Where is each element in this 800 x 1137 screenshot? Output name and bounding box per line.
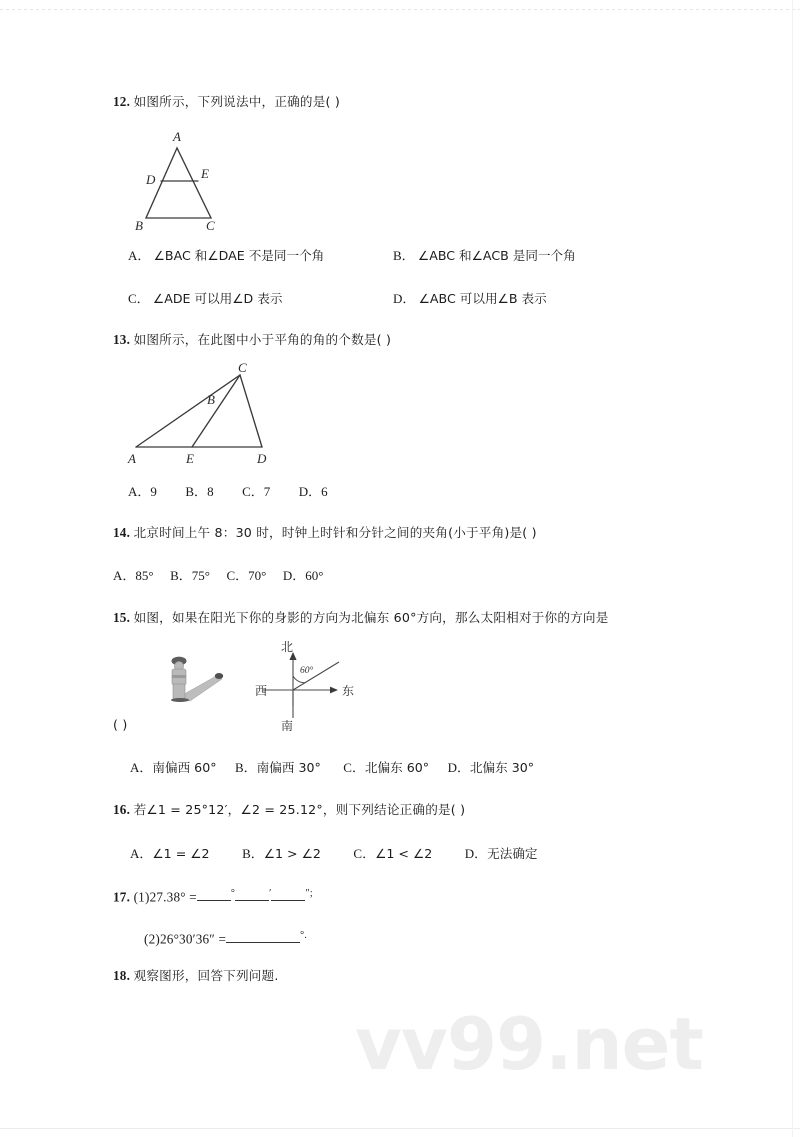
question-17-part-1 (113, 886, 313, 907)
option-c-text: 北偏东 60° (364, 760, 430, 775)
unit-degree-2: °. (300, 930, 308, 941)
segment-ec (192, 375, 240, 447)
question-18-number: 18. (113, 968, 131, 983)
question-15-text: 如图，如果在阳光下你的身影的方向为北偏东 60°方向，那么太阳相对于你的方向是 (133, 610, 609, 625)
question-18-stem (113, 966, 279, 986)
option-c-text: 70° (248, 568, 267, 583)
option-a-text: 9 (150, 484, 157, 499)
vertex-label-a: A (173, 129, 181, 144)
compass-label-north: 北 (280, 640, 294, 654)
vertex-label-e: E (186, 451, 194, 466)
compass-figure (255, 640, 370, 732)
site-watermark: vv99.net (355, 1002, 703, 1086)
question-18-text: 观察图形，回答下列问题. (133, 968, 279, 983)
option-d-text: 无法确定 (487, 846, 538, 861)
option-b-text: 75° (191, 568, 210, 583)
vertex-label-b: B (135, 218, 143, 233)
question-14-number: 14. (113, 525, 131, 540)
shadow-tip (215, 673, 223, 679)
person-legs-icon (173, 684, 185, 699)
triangle-abc-outline (146, 148, 211, 218)
vertex-label-c: C (206, 218, 215, 233)
option-b-label: B． (242, 846, 264, 861)
person-belt-icon (172, 675, 186, 678)
vertex-label-b: B (207, 392, 215, 407)
question-13-number: 13. (113, 332, 131, 347)
option-a-label: A． (128, 484, 151, 499)
question-17-part-1-prefix: (1)27.38° = (133, 889, 197, 905)
option-a-label: A． (130, 846, 153, 861)
page-right-edge-line (792, 0, 793, 1137)
option-c-text: ∠ADE 可以用∠D 表示 (152, 291, 283, 306)
question-16-number: 16. (113, 802, 131, 817)
option-c-label: C． (242, 484, 264, 499)
question-12-option-d[interactable] (393, 288, 547, 307)
vertex-label-d: D (146, 172, 156, 187)
segment-cd (240, 375, 262, 447)
question-13-figure (110, 362, 290, 467)
question-15-stem-continued (113, 715, 127, 735)
option-c-label: C． (128, 291, 150, 306)
question-16-options[interactable] (130, 843, 538, 862)
shadow-shape (182, 675, 222, 701)
question-16-stem (113, 800, 465, 820)
question-12-option-b[interactable] (393, 245, 576, 264)
answer-blank-seconds[interactable] (271, 900, 305, 901)
question-14-stem (113, 523, 537, 543)
option-b-label: B． (235, 760, 257, 775)
option-b-label: B． (393, 248, 415, 263)
option-d-text: 6 (321, 484, 328, 499)
question-12-option-c[interactable] (128, 288, 282, 307)
question-15-options[interactable] (130, 757, 534, 776)
option-a-text: 85° (135, 568, 154, 583)
option-b-label: B． (185, 484, 208, 499)
answer-blank-minutes[interactable] (235, 900, 269, 901)
question-17-number: 17. (113, 889, 131, 905)
question-13-text: 如图所示，在此图中小于平角的角的个数是( ) (133, 332, 392, 347)
option-b-text: ∠ABC 和∠ACB 是同一个角 (417, 248, 576, 263)
question-15-answer-bracket: ( ) (113, 717, 128, 732)
option-a-label: A． (130, 760, 153, 775)
question-12-figure (105, 122, 255, 234)
answer-blank-decimal-degrees[interactable] (226, 942, 300, 943)
option-d-label: D． (282, 568, 306, 583)
vertex-label-d: D (257, 451, 267, 466)
question-13-options[interactable] (128, 481, 328, 500)
option-a-text: ∠BAC 和∠DAE 不是同一个角 (153, 248, 325, 263)
option-c-text: ∠1 < ∠2 (375, 846, 433, 861)
option-d-label: D． (393, 291, 416, 306)
compass-label-west: 西 (255, 684, 268, 698)
person-shadow-figure (160, 648, 240, 710)
segment-ac-through-b (136, 375, 240, 447)
vertex-label-a: A (128, 451, 136, 466)
answer-blank-degrees[interactable] (197, 900, 231, 901)
option-a-text: ∠1 = ∠2 (152, 846, 210, 861)
question-15-number: 15. (113, 610, 131, 625)
person-base-shadow (171, 698, 189, 702)
question-14-text: 北京时间上午 8：30 时，时钟上时针和分针之间的夹角(小于平角)是( ) (133, 525, 537, 540)
option-c-label: C． (343, 760, 365, 775)
compass-label-south: 南 (280, 719, 294, 733)
east-arrowhead-icon (330, 687, 338, 694)
option-d-label: D． (298, 484, 322, 499)
option-a-text: 南偏西 60° (152, 760, 217, 775)
unit-minute-1: ′ (269, 888, 272, 899)
page-bottom-edge-line (0, 1128, 800, 1129)
question-14-options[interactable] (113, 565, 323, 584)
option-d-text: 60° (305, 568, 324, 583)
option-b-text: 南偏西 30° (256, 760, 321, 775)
question-17-part-2 (144, 928, 307, 949)
question-13-stem (113, 330, 391, 350)
option-d-label: D． (447, 760, 470, 775)
vertex-label-e: E (201, 166, 209, 181)
angle-label-60: 60° (300, 666, 314, 676)
option-a-label: A． (128, 248, 151, 263)
option-d-text: ∠ABC 可以用∠B 表示 (418, 291, 547, 306)
question-15-stem (113, 608, 609, 628)
option-b-text: ∠1 > ∠2 (263, 846, 321, 861)
angle-arc-60 (293, 676, 305, 683)
option-b-text: 8 (207, 484, 214, 499)
option-a-label: A． (113, 568, 136, 583)
option-d-text: 北偏东 30° (469, 760, 535, 775)
question-12-number: 12. (113, 94, 131, 109)
option-c-label: C． (226, 568, 249, 583)
option-b-label: B． (170, 568, 192, 583)
unit-degree-1: ° (230, 888, 236, 899)
question-17-part-2-prefix: (2)26°30′36″ = (144, 931, 227, 947)
vertex-label-c: C (238, 360, 247, 375)
unit-second-1: ″; (305, 888, 313, 899)
question-12-stem (113, 92, 340, 112)
page-top-edge-line (0, 9, 800, 10)
question-12-option-a[interactable] (128, 245, 324, 264)
question-12-text: 如图所示，下列说法中，正确的是( ) (133, 94, 340, 109)
option-c-label: C． (353, 846, 376, 861)
option-d-label: D． (464, 846, 488, 861)
compass-label-east: 东 (342, 684, 355, 698)
question-16-text: 若∠1 = 25°12′，∠2 = 25.12°，则下列结论正确的是( ) (133, 802, 466, 817)
option-c-text: 7 (263, 484, 271, 499)
